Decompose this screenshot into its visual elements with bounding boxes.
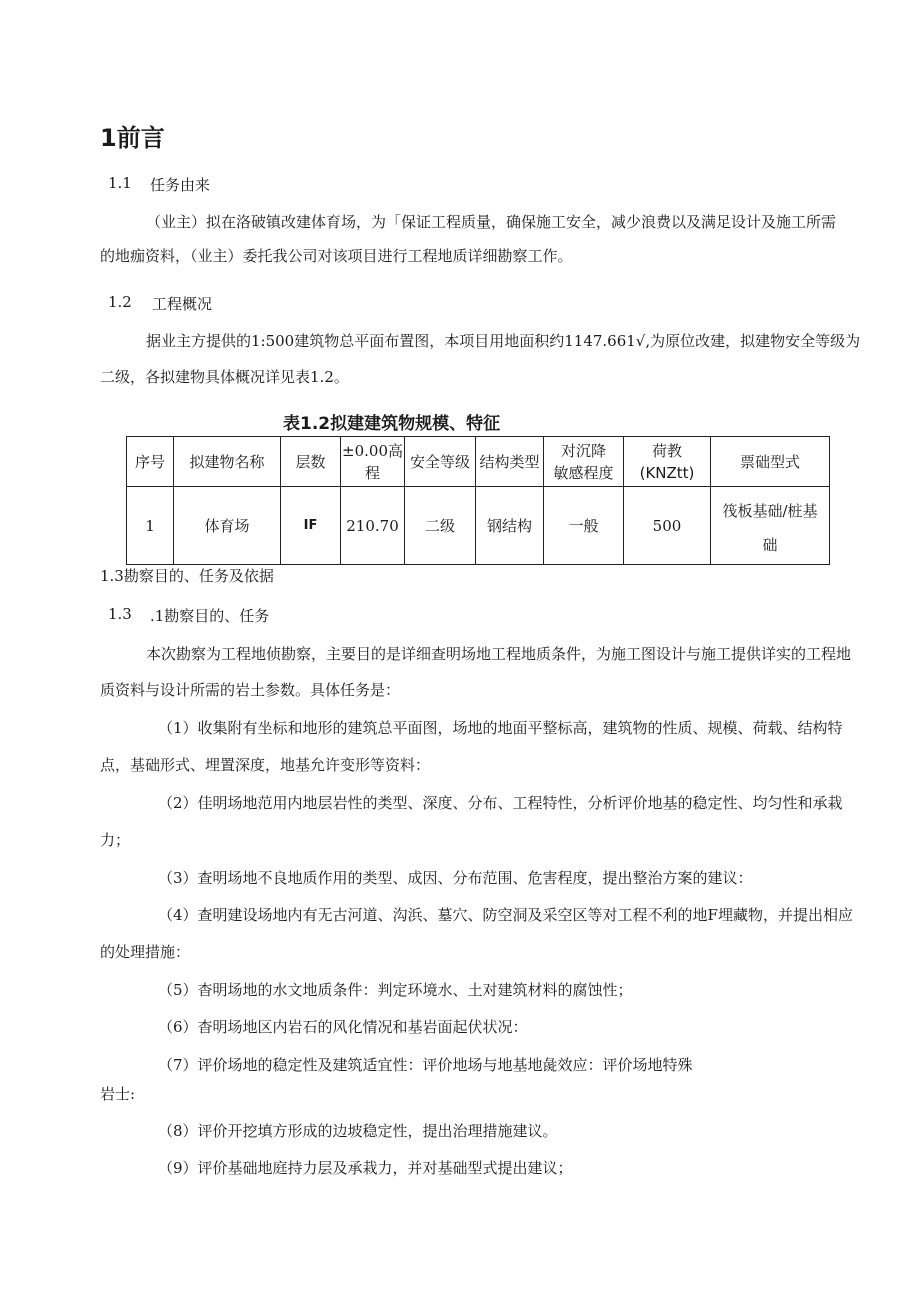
- cell-sensitivity: 一般: [544, 487, 624, 565]
- task-item-6: （6）杳明场地区内岩石的风化情况和基岩面起伏状况：: [158, 1018, 528, 1036]
- header-cell-name: 拟建物名称: [174, 437, 281, 487]
- cell-safety: 二级: [405, 487, 476, 565]
- paragraph-3-line-1: 本次勘察为工程地侦勘察，主要目的是详细查明场地工程地质条件，为施工图设计与施工提供详实的工程地: [146, 645, 852, 663]
- section-1-2-number: 1.2: [108, 293, 132, 311]
- paragraph-1-line-2: 的地痂资料，（业主）委托我公司对该项目进行工程地质详细勘察工作。: [100, 247, 573, 265]
- cell-structure: 钢结构: [476, 487, 544, 565]
- header-cell-foundation: 票础型式: [711, 437, 830, 487]
- section-1-3-heading: 1.3勘察目的、任务及依据: [100, 567, 274, 585]
- header-cell-sensitivity: [544, 437, 624, 487]
- task-item-1-line-1: （1）收集附有坐标和地形的建筑总平面图，场地的地面平整标高，建筑物的性质、规模、荷载、结构特: [158, 719, 843, 737]
- task-item-4-line-2: 的处理措施：: [100, 943, 191, 961]
- header-load-line-1: 荷教: [651, 441, 682, 460]
- task-item-7-line-2: 岩士:: [100, 1085, 136, 1103]
- task-item-8: （8）评价开挖填方形成的边坡稳定性，提出治理措施建议。: [158, 1122, 558, 1140]
- task-item-2-line-1: （2）佳明场地范用内地层岩性的类型、深度、分布、工程特性，分析评价地基的稳定性、均匀性和承栽: [158, 794, 843, 812]
- header-sensitivity-line-2: 敏感程度: [553, 463, 614, 482]
- table-header-row: [127, 437, 830, 487]
- paragraph-2-line-1: 据业主方提供的1:500建筑物总平面布置图，本项目用地面积约1147.661√,为原位改建，拟建物安全等级为: [146, 332, 861, 350]
- paragraph-2-line-2: 二级，各拟建物具体概况详见表1.2。: [100, 368, 349, 386]
- header-cell-no: 序号: [127, 437, 174, 487]
- building-table: [126, 436, 830, 565]
- header-cell-floors: 层数: [281, 437, 341, 487]
- paragraph-3-line-2: 质资料与设计所需的岩土参数。具体任务是：: [100, 681, 401, 699]
- table-caption: 表1.2拟建建筑物规模、特征: [283, 414, 501, 434]
- table-row: [127, 487, 830, 565]
- cell-foundation: [711, 487, 830, 565]
- cell-floors: IF: [281, 487, 341, 565]
- chapter-heading: 1前言: [100, 124, 165, 152]
- cell-foundation-line-2: 础: [762, 535, 778, 554]
- task-item-9: （9）评价基础地庭持力层及承栽力，并对基础型式提出建议；: [158, 1159, 573, 1177]
- section-1-1-number: 1.1: [108, 174, 132, 192]
- cell-name: 体育场: [174, 487, 281, 565]
- cell-foundation-line-1: 筏板基础/桩基: [722, 501, 818, 520]
- section-1-2-title: 工程概况: [152, 295, 213, 313]
- task-item-3: （3）查明场地不良地质作用的类型、成因、分布范围、危害程度，提出整治方案的建议：: [158, 869, 753, 887]
- header-cell-safety: 安全等级: [405, 437, 476, 487]
- cell-no: 1: [127, 487, 174, 565]
- cell-elevation: 210.70: [341, 487, 405, 565]
- header-sensitivity-line-1: 对沉降: [560, 441, 606, 460]
- task-item-1-line-2: 点，基础形式、埋置深度，地基允许变形等资料：: [100, 756, 431, 774]
- header-elevation-line-2: 程: [364, 463, 380, 482]
- header-cell-elevation: [341, 437, 405, 487]
- header-elevation-line-1: ±0.00高: [342, 441, 403, 460]
- task-item-4-line-1: （4）查明建设场地内有无古河道、沟浜、墓穴、防空洞及采空区等对工程不利的地F埋藏物，并提出相应: [158, 906, 853, 924]
- task-item-2-line-2: 力；: [100, 831, 131, 849]
- header-cell-load: [624, 437, 711, 487]
- section-1-3-1-title: .1勘察目的、任务: [150, 607, 270, 625]
- header-load-line-2: (KNZtt): [639, 463, 695, 482]
- section-1-3-1-number: 1.3: [108, 605, 132, 623]
- section-1-1-title: 任务由来: [150, 176, 211, 194]
- header-cell-structure: 结构类型: [476, 437, 544, 487]
- task-item-7-line-1: （7）评价场地的稳定性及建筑适宜性：评价地场与地基地彘效应：评价场地特殊: [158, 1056, 693, 1074]
- paragraph-1-line-1: （业主）拟在洛破镇改建体育场，为「保证工程质量，确保施工安全，减少浪费以及满足设计及施工所需: [146, 213, 837, 231]
- task-item-5: （5）杳明场地的水文地质条件：判定环境水、土对建筑材料的腐蚀性；: [158, 981, 633, 999]
- cell-load: 500: [624, 487, 711, 565]
